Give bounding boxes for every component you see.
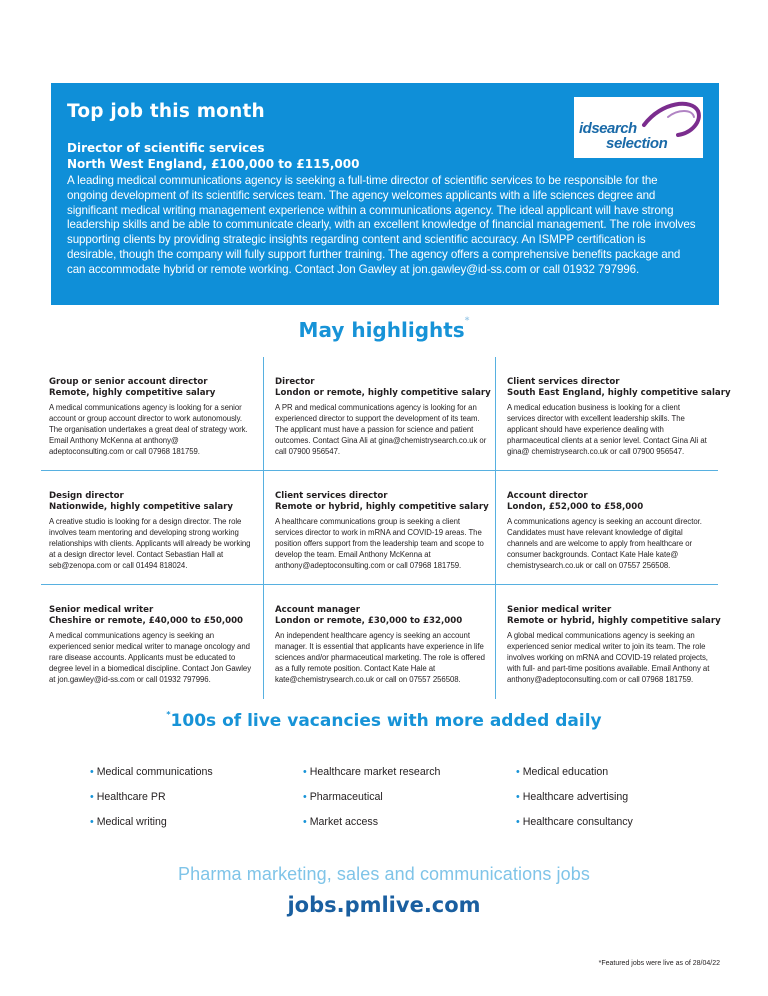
footer-tagline: Pharma marketing, sales and communications jobs: [178, 864, 590, 884]
bullet-icon: •: [303, 791, 307, 803]
category-item[interactable]: [303, 789, 440, 814]
job-card-location: Nationwide, highly competitive salary: [49, 502, 234, 512]
highlights-grid: [41, 357, 731, 699]
job-card-location: Remote or hybrid, highly competitive salary: [507, 616, 721, 626]
job-card-description: A global medical communications agency is seeking an experienced senior medical writer to join its team. The role involves working on mRNA and COVID-19 related projects, with full- and part-time positions available. Email Anthony at anthony@adeptoconsulting.com or call 07968 181759.: [507, 631, 710, 685]
category-column: [303, 764, 440, 839]
job-card[interactable]: [263, 357, 496, 470]
job-card-title: Client services director: [275, 491, 388, 501]
job-card-title: Senior medical writer: [507, 605, 612, 615]
bullet-icon: •: [90, 766, 94, 778]
job-card-location: London, £52,000 to £58,000: [507, 502, 644, 512]
job-card-description: A communications agency is seeking an account director. Candidates must have relevant knowledge of digital channels and are welcome to apply from healthcare or consumer backgrounds. Contact Kate Hale kate@ chemistrysearch.co.uk or call on 07557 256508.: [507, 517, 702, 571]
job-card[interactable]: [41, 357, 263, 470]
top-job-description: A leading medical communications agency is seeking a full-time director of scientific services to be responsible for the ongoing development of its scientific services team. The agency welcomes applicants with a life sciences degree and significant medical writing management experience within a communications agency. The ideal applicant will have strong leadership skills and be able to communicate clearly, with an excellent knowledge of financial management. The role involves supporting clients by providing strategic insights regarding content and scientific accuracy. An ISMPP certification is desirable, though the company will fully support further training. The agency offers a comprehensive benefits package and can accommodate hybrid or remote working. Contact Jon Gawley at jon.gawley@id-ss.com or call 01932 797996.: [67, 174, 696, 276]
job-card[interactable]: [263, 471, 496, 584]
highlights-heading-text: May highlights: [298, 318, 465, 342]
category-label: Healthcare market research: [309, 766, 441, 778]
live-vacancies-heading-text: 100s of live vacancies with more added daily: [170, 711, 602, 731]
job-card-title: Group or senior account director: [49, 377, 208, 387]
job-card-description: A medical communications agency is looking for a senior account or group account director to work autonomously. The organisation undertakes a great deal of strategy work. Email Anthony McKenna at anthony@ adeptoconsulting.com or call 07968 181759.: [49, 403, 248, 457]
category-item[interactable]: [303, 764, 440, 789]
category-label: Medical communications: [96, 766, 213, 778]
job-card-location: Cheshire or remote, £40,000 to £50,000: [49, 616, 244, 626]
job-card-title: Account manager: [275, 605, 360, 615]
highlights-asterisk: *: [464, 316, 470, 326]
idsearch-selection-logo: [574, 97, 703, 158]
highlights-row: [41, 585, 721, 699]
category-column: [516, 764, 633, 839]
category-item[interactable]: [90, 814, 213, 839]
job-card[interactable]: [496, 357, 731, 470]
bullet-icon: •: [90, 791, 94, 803]
bullet-icon: •: [303, 766, 307, 778]
category-item[interactable]: [90, 789, 213, 814]
category-label: Healthcare PR: [96, 791, 166, 803]
category-label: Pharmaceutical: [309, 791, 383, 803]
job-card-title: Client services director: [507, 377, 620, 387]
footnote: *Featured jobs were live as of 28/04/22: [598, 960, 720, 967]
job-card-description: A medical communications agency is seeking an experienced senior medical writer to manage oncology and rare disease accounts. Applicants must be educated to degree level in a biomedical discipline. Contact Jon Gawley at jon.gawley@id-ss.com or call 01932 797996.: [49, 631, 252, 685]
category-label: Healthcare advertising: [522, 791, 629, 803]
job-card-location: London or remote, £30,000 to £32,000: [275, 616, 463, 626]
bullet-icon: •: [516, 766, 520, 778]
category-label: Healthcare consultancy: [522, 816, 633, 828]
highlights-row: [41, 357, 731, 471]
bullet-icon: •: [516, 816, 520, 828]
category-item[interactable]: [516, 814, 633, 839]
live-vacancies-asterisk: *: [166, 710, 171, 719]
logo-ampersand: &: [675, 115, 683, 127]
job-card-title: Design director: [49, 491, 124, 501]
category-column: [90, 764, 213, 839]
job-card-description: A healthcare communications group is seeking a client services director to work in mRNA and COVID-19 areas. The position offers support from the leadership team and scope to develop the team. Email Anthony McKenna at anthony@adeptoconsulting.com or call 07968 181759.: [275, 517, 484, 571]
bullet-icon: •: [516, 791, 520, 803]
category-item[interactable]: [516, 764, 633, 789]
job-card-description: A creative studio is looking for a design director. The role involves team mentoring and developing strong working relationships with clients. Applicants will already be working at a design director level. Contact Sebastian Hall at seb@zenopa.com or call 01494 818024.: [49, 517, 251, 571]
category-label: Market access: [309, 816, 379, 828]
category-item[interactable]: [90, 764, 213, 789]
job-card[interactable]: [41, 471, 263, 584]
top-job-panel: [51, 83, 719, 305]
bullet-icon: •: [303, 816, 307, 828]
job-card-description: A PR and medical communications agency is looking for an experienced director to support the development of its team. The applicant must have a passion for science and patient outcomes. Contact Gina Ali at gina@chemistrysearch.co.uk or call 07900 956547.: [275, 403, 487, 457]
job-card[interactable]: [496, 585, 721, 699]
logo-text-part2: selection: [606, 135, 668, 152]
highlights-heading: [0, 318, 768, 342]
job-card[interactable]: [41, 585, 263, 699]
category-item[interactable]: [516, 789, 633, 814]
jobs-site-link[interactable]: jobs.pmlive.com: [287, 893, 481, 917]
job-card-title: Account director: [507, 491, 588, 501]
job-card[interactable]: [263, 585, 496, 699]
top-job-heading: Top job this month: [67, 101, 265, 122]
job-card[interactable]: [496, 471, 718, 584]
job-card-description: A medical education business is looking for a client services director with excellent leadership skills. The applicant should have experience dealing with pharmaceutical clients at a senior level. Contact Gina Ali at gina@ chemistrysearch.co.uk or call 07900 956547.: [507, 403, 707, 457]
job-card-location: Remote or hybrid, highly competitive salary: [275, 502, 489, 512]
highlights-row: [41, 471, 718, 585]
top-job-title: Director of scientific services: [67, 141, 265, 155]
live-vacancies-heading: [0, 711, 768, 731]
category-label: Medical education: [522, 766, 609, 778]
top-job-location-salary: North West England, £100,000 to £115,000: [67, 157, 360, 171]
category-item[interactable]: [303, 814, 440, 839]
category-label: Medical writing: [96, 816, 167, 828]
job-card-location: Remote, highly competitive salary: [49, 388, 216, 398]
job-card-description: An independent healthcare agency is seeking an account manager. It is essential that applicants have experience in life sciences and/or pharmaceutical marketing. The role is offered as a fully remote position. Contact Kate Hale at kate@chemistrysearch.co.uk or call on 07557 256508.: [275, 631, 485, 685]
job-card-location: London or remote, highly competitive salary: [275, 388, 491, 398]
job-card-title: Director: [275, 377, 315, 387]
bullet-icon: •: [90, 816, 94, 828]
logo-text-part1: idsearch: [579, 120, 637, 137]
job-card-title: Senior medical writer: [49, 605, 154, 615]
job-card-location: South East England, highly competitive salary: [507, 388, 731, 398]
